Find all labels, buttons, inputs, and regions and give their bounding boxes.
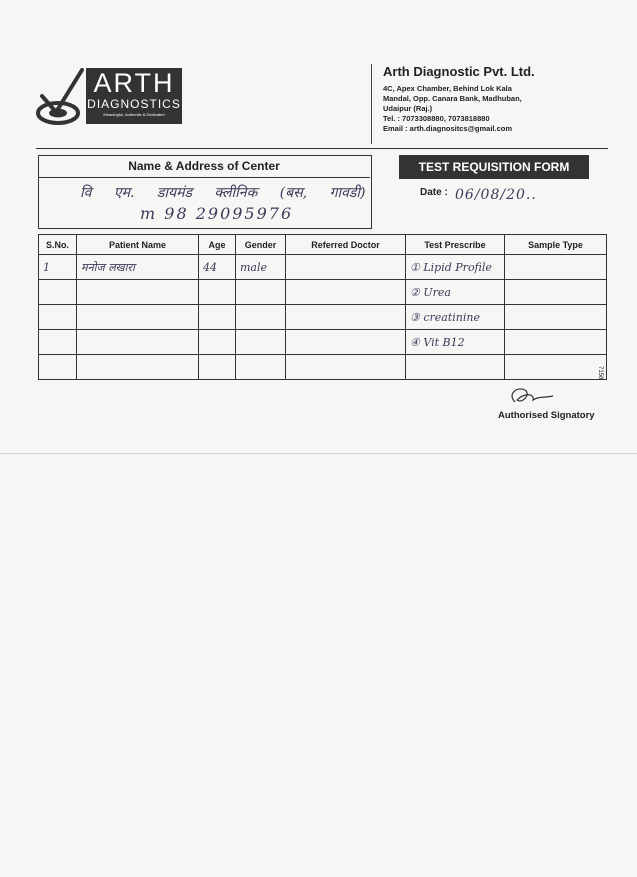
logo-target-icon — [36, 68, 84, 126]
side-number: 7158 — [597, 366, 603, 380]
center-heading: Name & Address of Center — [38, 155, 370, 178]
cell-gender — [236, 355, 286, 380]
col-header: Test Prescribe — [406, 235, 505, 255]
cell-gender: male — [236, 255, 286, 280]
cell-sample — [505, 305, 607, 330]
cell-gender — [236, 330, 286, 355]
cell-patient-name — [77, 305, 199, 330]
col-header: Age — [199, 235, 236, 255]
logo-subtext: DIAGNOSTICS — [87, 97, 181, 111]
cell-doctor — [286, 305, 406, 330]
cell-age — [199, 305, 236, 330]
table-row — [39, 355, 607, 380]
cell-test: ① Lipid Profile — [406, 255, 505, 280]
table-row — [39, 255, 607, 280]
cell-sample — [505, 255, 607, 280]
cell-gender — [236, 280, 286, 305]
col-header: Sample Type — [505, 235, 607, 255]
cell-test: ④ Vit B12 — [406, 330, 505, 355]
cell-sample — [505, 355, 607, 380]
cell-sample — [505, 330, 607, 355]
signature-scribble — [505, 384, 555, 410]
center-name-handwritten: वि एम. डायमंड क्लीनिक (बस, गावडी) — [80, 185, 366, 201]
cell-doctor — [286, 330, 406, 355]
cell-sample — [505, 280, 607, 305]
cell-patient-name — [77, 280, 199, 305]
company-name: Arth Diagnostic Pvt. Ltd. — [383, 64, 535, 79]
table-row — [39, 330, 607, 355]
cell-patient-name — [77, 330, 199, 355]
cell-test: ② Urea — [406, 280, 505, 305]
form-title: TEST REQUISITION FORM — [399, 155, 589, 179]
col-header: Referred Doctor — [286, 235, 406, 255]
cell-age — [199, 355, 236, 380]
cell-sno — [39, 355, 77, 380]
cell-test: ③ creatinine — [406, 305, 505, 330]
center-mobile-handwritten: m 98 29095976 — [140, 204, 294, 223]
cell-age: 44 — [199, 255, 236, 280]
table-row — [39, 280, 607, 305]
logo-tagline: Meaningful, Authentic & Dedicated — [103, 112, 165, 117]
cell-gender — [236, 305, 286, 330]
address-line: Mandal, Opp. Canara Bank, Madhuban, — [383, 94, 522, 103]
cell-doctor — [286, 355, 406, 380]
cell-patient-name: मनोज लखारा — [77, 255, 199, 280]
logo-text: ARTH — [93, 68, 175, 98]
paper-fold-line — [0, 453, 637, 454]
cell-sno — [39, 280, 77, 305]
col-header: Patient Name — [77, 235, 199, 255]
header-divider — [371, 64, 372, 144]
authorised-signatory-label: Authorised Signatory — [498, 410, 595, 421]
cell-patient-name — [77, 355, 199, 380]
address-line: Udaipur (Raj.) — [383, 104, 433, 113]
cell-doctor — [286, 255, 406, 280]
address-line: 4C, Apex Chamber, Behind Lok Kala — [383, 84, 512, 93]
logo — [86, 68, 182, 124]
header-rule — [36, 148, 608, 149]
col-header: Gender — [236, 235, 286, 255]
cell-age — [199, 280, 236, 305]
col-header: S.No. — [39, 235, 77, 255]
table-row — [39, 305, 607, 330]
cell-sno — [39, 330, 77, 355]
cell-test — [406, 355, 505, 380]
phone-line: Tel. : 7073308880, 7073818880 — [383, 114, 490, 123]
table-header-row — [39, 235, 607, 255]
cell-sno — [39, 305, 77, 330]
cell-doctor — [286, 280, 406, 305]
date-value: 06/08/20.. — [455, 187, 537, 203]
email-line: Email : arth.diagnositcs@gmail.com — [383, 124, 513, 133]
requisition-table — [38, 234, 607, 380]
date-label: Date : — [420, 187, 448, 198]
cell-sno: 1 — [39, 255, 77, 280]
cell-age — [199, 330, 236, 355]
